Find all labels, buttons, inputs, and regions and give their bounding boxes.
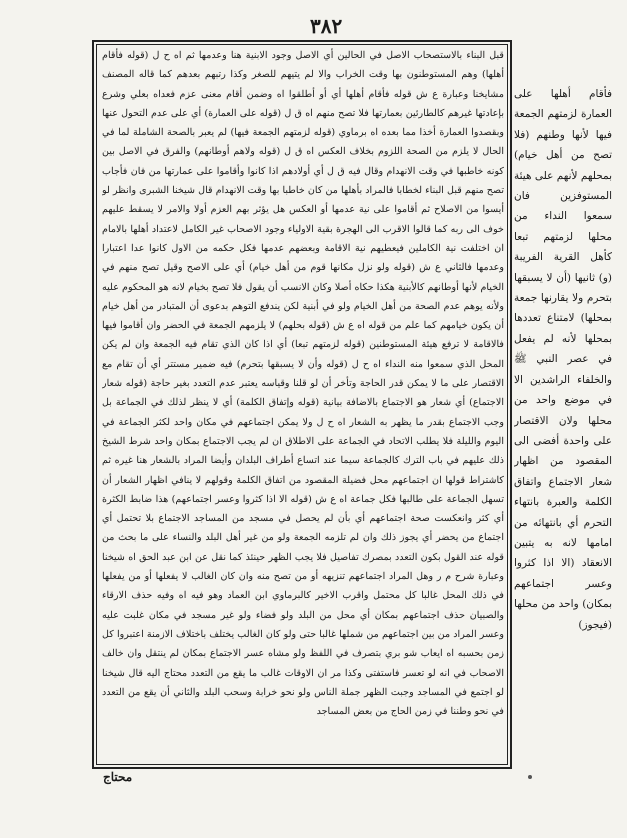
ink-mark xyxy=(528,775,532,779)
main-commentary-paragraph: قبل البناء بالاستصحاب الاصل في الحالين أي الاصل وجود الابنية هنا وعدمها ثم اه ح ل (قوله فأقام أهلها) وهم المستوطنون بها وقت الخراب والا لم يتيهم للصغر وكذا رتبهم بعدهم كما قاله المصنف مشايخنا وعبارة ع ش قوله فأقام أهلها أي أو أطلقوا اه وضمن أقام معنى عزم فعداه بعلي وشرع بإعادتها غيرهم كالطارئين بعمارتها فلا تصح منهم اه ق ل (قوله على العمارة) أي على عدم التحول عنها وبقصدوا العمارة أخذا مما بعده اه برماوي (قوله لزمتهم الجمعة فيها) لم يعبر بالصحة الشاملة لما في الحال لا يلزم من الصحة اللزوم بخلاف العكس اه ق ل (قوله ولاهم أوطانهم) والفرق في الاصل بين كونه خاطبها في وقت الانهدام وقال فيه ق ل أي أولادهم اذا كانوا وأقاموا على عمارتها من فان فأجاب تصح منهم قبل البناء لخطابا فالمراد بأهلها من كان خاطبا بها وقت الانهدام قال شيخنا الشبرى وانظر لو أيسوا من الاصلاح ثم أقاموا على نية عدمها أو العكس هل يؤثر بهم العزم أولا والامر لا يسقط عليهم خوف الى ربه كما قالوا الاقرب الى الهجرة بقية الاولياء وجود الاصحاب غير الكامل لاعتداد أهلها بالامام ان اختلفت نية الكاملين فيعطيهم نية الاقامة وبعضهم عدمها فكل حكمه من الاول كانوا عدا اعتبارا وعدمها فالثاني ع ش (قوله ولو نزل مكانها قوم من أهل خيام) أي على الاصح وقيل تصح منهم في الخيام لأنها أوطانهم كالأبنية هكذا حكاه أصلا وكان الانسب أن يقول فلا تصح بخيام لانه هو المحكوم عليه ولأنه يوهم عدم الصحة من أهل الخيام ولو في أبنية لكن يندفع التوهم بدعوى أن المتبادر من أهل خيام أن يكون خيامهم كما علم من قوله اه ع ش (قوله بحلهم) لا يلزمهم الجمعة في الحضر وان أقاموا فيها فالاقامة لا ترفع هيئة المستوطنين (قوله لزمتهم تبعا) أي اذا كان الذي تقام فيه الجمعة وان لم يكن المحل الذي سمعوا منه النداء اه ح ل (قوله وأن لا يسبقها بتحرم) فيه ضمير مستتر أي أن تقام مع الاقتصار على ما لا يمكن قدر الحاجة وتأخر أن لو قلنا وقياسه يعتبر عدم التعدد بغير حاجة (قوله شعار الاجتماع) أي شعار هو الاجتماع بالاضافة بيانية (قوله وإتفاق الكلمة) أي لا ينظر لذلك في الجماعة بل وجب الاجتماع بقدر ما يظهر به الشعار اه ح ل ولا يمكن اجتماعهم في مكان واحد لكثر الجماعة في اليوم والليلة فلا يطلب الاتحاد في الجماعة على الاطلاق ان لم يجب الاجتماع بمكان واحد شرط الشيخ ذلك عليهم في باب الترك كالجماعة سيما عند اتساع أطراف البلدان وأيضا المراد بالشعار هنا غيره ثم كاشتراط قولها ان اجتماعهم محل فضيلة المقصود من اتفاق الكلمة وقولهم لا ينافي اظهار الشعار أن تسهل الجماعة على طالبها فكل جماعة اه ع ش (قوله الا اذا كثروا وعسر اجتماعهم) هذا ضابط الكثرة أي كثر وانعكست صحة اجتماعهم أي بأن لم يحصل في مسجد من المساجد الاجتماع بلا تحتمل أي اجتماع من يحضر أي يجوز ذلك وان لم تلزمه الجمعة ولو من غير أهل البلد والنساء على ما بحث من قوله عند القول بكون التعدد بمصرك تفاصيل فلا يجب الظهر حينئذ كما نقل عن ابن عبد الحق اه شيخنا وعبارة شرح م ر وهل المراد اجتماعهم تنزيهه أو من تصح منه وان كان الغالب لا يفعلها أو من يفعلها في ذلك المحل غالبا كل محتمل واقرب الاخير كالبرماوي ابن العماد وهو فيه اه وفيه حذف الارقاء والصبيان حذف اجتماعهم بمكان أي محل من البلد ولو فضاء ولو غير مسجد في مكان غلبت عليه وعسر المراد من بين اجتماعهم من شملها غالبا حتى ولو كان الغالب يختلف باختلاف الازمنة اعتبروا كل زمن بحسبه اه ايعاب شو بري بتصرف في اللفظ ولو مشاه عسر الاجتماع بمكان لم ينتقل وان خالف الاصحاب في انه لو تعسر فاستفتى وكذا مر ان الاوقات غالب ما يقع من التعدد محتاج اليه قال شيخنا لو اجتمع في المساجد وجبت الظهر جملة الناس ولو نحو خرابة وسحب البلد والثاني أن يقع من التعدد في نحو وطننا في زمن الحاج من بعض المساجد xyxy=(102,50,504,718)
main-commentary-text xyxy=(102,46,504,763)
main-text-frame xyxy=(92,40,512,769)
margin-source-text xyxy=(514,84,612,674)
page-number: ٣٨٢ xyxy=(310,14,343,38)
margin-source-paragraph: فأقام أهلها على العمارة لزمتهم الجمعة فيها لأنها وطنهم (فلا تصح من أهل خيام) بمحلهم لأنهم على هيئة المستوفزين فان سمعوا النداء من محلها لزمتهم تبعا كأهل القرية الفريبة (و) ثانيها (أن لا يسبقها بتحرم ولا يقارنها جمعة بمحلها) لامتناع تعددها بمحلها لأنه لم يفعل في عصر النبي ﷺ والخلفاء الراشدين الا في موضع واحد من محلها ولان الاقتصار على واحدة أفضى الى المقصود من اظهار شعار الاجتماع واتفاق الكلمة والعبرة بانتهاء التحرم أي بانتهائه من امامها لانه به يتبين الانعقاد (الا اذا كثروا وعسر اجتماعهم بمكان) واحد من محلها (فيجوز) xyxy=(514,88,612,631)
catchword: محتاج xyxy=(103,770,133,784)
